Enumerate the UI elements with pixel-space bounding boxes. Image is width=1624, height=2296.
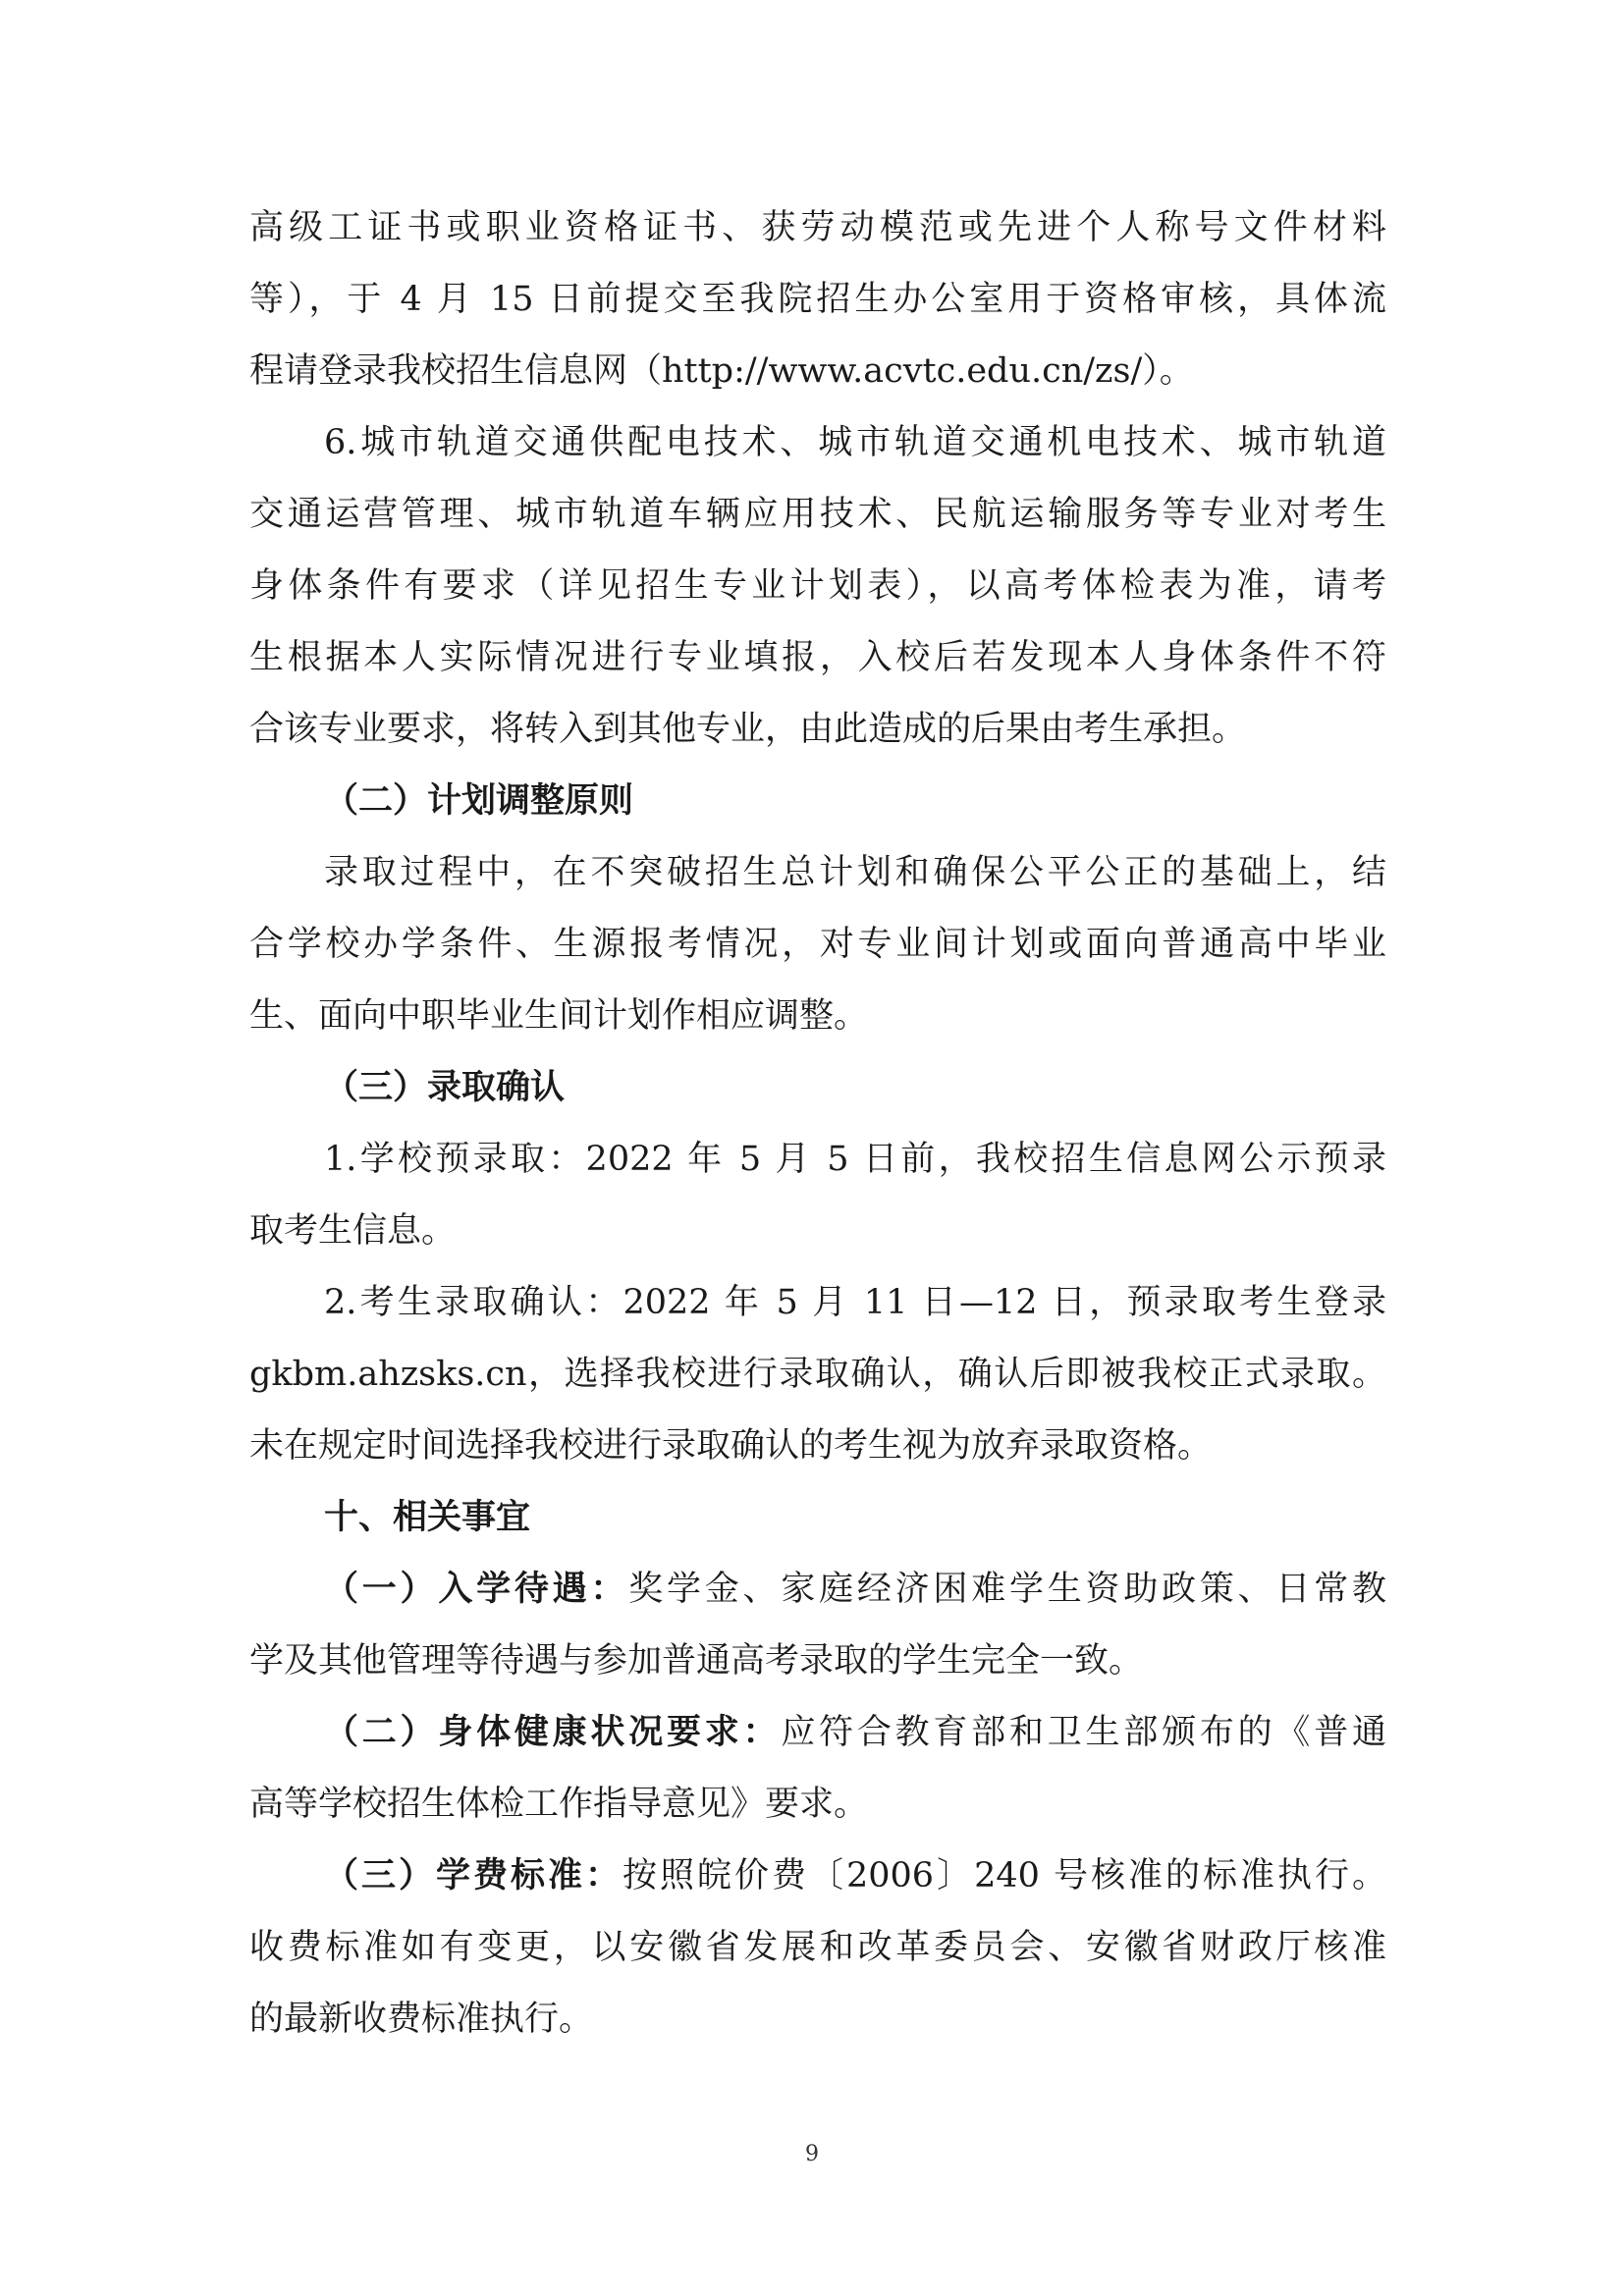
paragraph-line: 高等学校招生体检工作指导意见》要求。	[249, 1785, 869, 1824]
paragraph-line: 交通运营管理、城市轨道车辆应用技术、民航运输服务等专业对考生	[249, 495, 1386, 534]
inline-heading: （二）身体健康状况要求：	[324, 1712, 782, 1752]
paragraph-line	[324, 1856, 1386, 1896]
inline-text: 奖学金、家庭经济困难学生资助政策、日常教	[628, 1570, 1386, 1609]
paragraph-line: 生、面向中职毕业生间计划作相应调整。	[249, 996, 869, 1036]
paragraph-line: 6.城市轨道交通供配电技术、城市轨道交通机电技术、城市轨道	[324, 423, 1386, 462]
paragraph-line: 生根据本人实际情况进行专业填报，入校后若发现本人身体条件不符	[249, 638, 1386, 677]
paragraph-line: 等），于 4 月 15 日前提交至我院招生办公室用于资格审核，具体流	[249, 280, 1386, 319]
section-heading: （二）计划调整原则	[324, 780, 634, 821]
paragraph-line: gkbm.ahzsks.cn，选择我校进行录取确认，确认后即被我校正式录取。	[249, 1355, 1386, 1394]
paragraph-line: 录取过程中，在不突破招生总计划和确保公平公正的基础上，结	[324, 853, 1386, 892]
paragraph-line: 高级工证书或职业资格证书、获劳动模范或先进个人称号文件材料	[249, 208, 1386, 247]
paragraph-line	[324, 1713, 1386, 1752]
inline-heading: （三）学费标准：	[324, 1855, 623, 1896]
section-heading: （三）录取确认	[324, 1067, 566, 1107]
paragraph-line: 1.学校预录取：2022 年 5 月 5 日前，我校招生信息网公示预录	[324, 1140, 1386, 1179]
paragraph-line: 未在规定时间选择我校进行录取确认的考生视为放弃录取资格。	[249, 1426, 1213, 1466]
section-heading: 十、相关事宜	[324, 1497, 531, 1537]
inline-heading: （一）入学待遇：	[324, 1569, 629, 1609]
paragraph-line: 程请登录我校招生信息网（http://www.acvtc.edu.cn/zs/）。	[249, 351, 1194, 391]
paragraph-line	[324, 1570, 1386, 1609]
inline-text: 应符合教育部和卫生部颁布的《普通	[781, 1713, 1386, 1752]
paragraph-line: 学及其他管理等待遇与参加普通高考录取的学生完全一致。	[249, 1641, 1144, 1681]
paragraph-line: 合该专业要求，将转入到其他专业，由此造成的后果由考生承担。	[249, 710, 1247, 749]
paragraph-line: 的最新收费标准执行。	[249, 2000, 594, 2039]
paragraph-line: 2.考生录取确认：2022 年 5 月 11 日—12 日，预录取考生登录	[324, 1283, 1386, 1322]
paragraph-line: 取考生信息。	[249, 1211, 457, 1251]
paragraph-line: 收费标准如有变更，以安徽省发展和改革委员会、安徽省财政厅核准	[249, 1928, 1386, 1967]
inline-text: 按照皖价费〔2006〕240 号核准的标准执行。	[623, 1856, 1386, 1896]
paragraph-line: 身体条件有要求（详见招生专业计划表），以高考体检表为准，请考	[249, 566, 1386, 606]
paragraph-line: 合学校办学条件、生源报考情况，对专业间计划或面向普通高中毕业	[249, 925, 1386, 964]
page-number: 9	[805, 2142, 819, 2166]
